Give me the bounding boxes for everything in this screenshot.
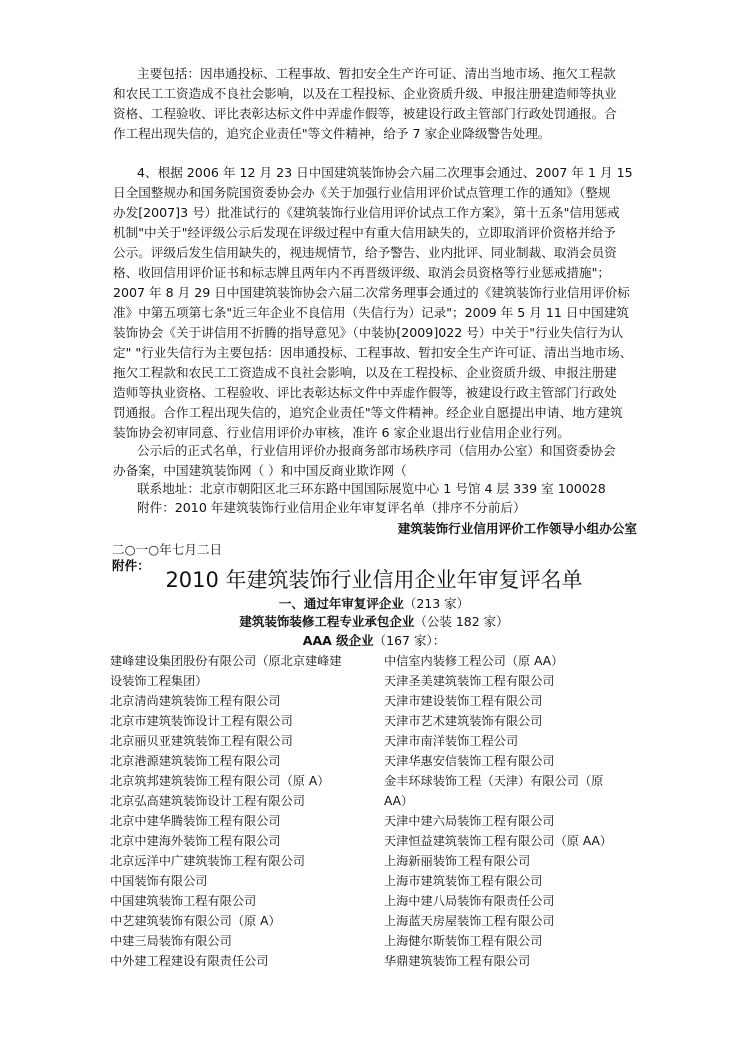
company-list-item: 北京中建华腾装饰工程有限公司 xyxy=(110,814,281,828)
company-list-item: 天津市建设装饰工程有限公司 xyxy=(384,694,543,708)
paragraph-filing-note xyxy=(113,441,635,481)
company-list-item: AA） xyxy=(384,794,414,808)
section-heading-passed xyxy=(113,595,635,613)
company-list-item: 中外建工程建设有限责任公司 xyxy=(110,954,269,968)
paragraph-line: 资格、工程验收、评比表彰达标文件中弄虚作假等，被建设行政主管部门行政处罚通报。合 xyxy=(113,106,617,121)
attachment-note: 附件：2010 年建筑装饰行业信用企业年审复评名单（排序不分前后） xyxy=(137,500,526,515)
paragraph-line: 罚通报。合作工程出现失信的，追究企业责任"等文件精神。经企业自愿提出申请、地方建筑 xyxy=(113,405,623,420)
paragraph-line: 定" "行业失信行为主要包括：因串通投标、工程事故、暂扣安全生产许可证、清出当地市场、 xyxy=(113,345,633,360)
paragraph-line: 2007 年 8 月 29 日中国建筑装饰协会六届二次常务理事会通过的《建筑装饰行业信用评价标 xyxy=(113,285,630,300)
paragraph-line: 装饰协会《关于讲信用不折腾的指导意见》（中装协[2009]022 号）中关于"行业失信行为认 xyxy=(113,325,624,340)
company-list-item: 北京远洋中广建筑装饰工程有限公司 xyxy=(110,854,305,868)
subsection-count: （公装 182 家） xyxy=(414,614,509,629)
subsection-label: 建筑装饰装修工程专业承包企业 xyxy=(239,614,415,629)
company-list-item: 天津圣美建筑装饰工程有限公司 xyxy=(384,674,555,688)
issue-date: 二○一○年七月二日 xyxy=(112,542,223,557)
paragraph-misconduct-scope xyxy=(113,64,635,144)
grade-count: （167 家）： xyxy=(373,633,446,648)
paragraph-line: 造师等执业资格、工程验收、评比表彰达标文件中弄虚作假等，被建设行政主管部门行政处 xyxy=(113,385,617,400)
company-list-item: 北京丽贝亚建筑装饰工程有限公司 xyxy=(110,734,293,748)
paragraph-credit-exit-basis xyxy=(113,163,635,443)
company-list-left-column xyxy=(110,651,375,971)
company-list-item: 中艺建筑装饰有限公司（原 A） xyxy=(110,914,281,928)
paragraph-line: 办备案，中国建筑装饰网（ ）和中国反商业欺诈网（ xyxy=(113,463,407,478)
company-list-item: 北京港源建筑装饰工程有限公司 xyxy=(110,754,281,768)
paragraph-line: 办发[2007]3 号）批准试行的《建筑装饰行业信用评价试点工作方案》，第十五条"信用惩戒 xyxy=(113,205,620,220)
paragraph-line: 机制"中关于"经评级公示后发现在评级过程中有重大信用缺失的，立即取消评价资格并给予 xyxy=(113,225,616,240)
company-list-item: 中国装饰有限公司 xyxy=(110,874,208,888)
paragraph-line: 日全国整规办和国务院国资委协会办《关于加强行业信用评价试点管理工作的通知》（整规 xyxy=(113,185,611,200)
section-count: （213 家） xyxy=(403,596,470,611)
company-list-item: 上海健尔斯装饰工程有限公司 xyxy=(384,934,543,948)
company-list-item: 天津市南洋装饰工程公司 xyxy=(384,734,519,748)
contact-address: 联系地址：北京市朝阳区北三环东路中国国际展览中心 1 号馆 4 层 339 室 100028 xyxy=(137,481,606,496)
company-list-item: 中国建筑装饰工程有限公司 xyxy=(110,894,257,908)
attachment-label: 附件： xyxy=(112,558,150,573)
company-list-item: 上海市建筑装饰工程有限公司 xyxy=(384,874,543,888)
company-list-item: 上海蓝天房屋装饰工程有限公司 xyxy=(384,914,555,928)
company-list-item: 上海中建八局装饰有限责任公司 xyxy=(384,894,555,908)
subsection-heading xyxy=(113,613,635,631)
company-list-item: 中信室内装修工程公司（原 AA） xyxy=(384,654,564,668)
paragraph-line: 准》中第五项第七条"近三年企业不良信用（失信行为）记录"；2009 年 5 月 11 日中国建筑 xyxy=(113,305,629,320)
company-list-item: 北京中建海外装饰工程有限公司 xyxy=(110,834,281,848)
company-list-item: 金丰环球装饰工程（天津）有限公司（原 xyxy=(384,774,604,788)
company-list-item: 中建三局装饰有限公司 xyxy=(110,934,232,948)
paragraph-line: 4、根据 2006 年 12 月 23 日中国建筑装饰协会六届二次理事会通过、2007 年 1 月 15 xyxy=(137,165,633,180)
company-list-right-column xyxy=(384,651,634,971)
section-label: 一、通过年审复评企业 xyxy=(278,596,404,611)
company-list-item: 北京弘高建筑装饰设计工程有限公司 xyxy=(110,794,305,808)
company-list-item: 北京筑邦建筑装饰工程有限公司（原 A） xyxy=(110,774,330,788)
company-list-item: 上海新丽装饰工程有限公司 xyxy=(384,854,531,868)
company-list-item: 天津华惠安信装饰工程有限公司 xyxy=(384,754,555,768)
paragraph-line: 主要包括：因串通投标、工程事故、暂扣安全生产许可证、清出当地市场、拖欠工程款 xyxy=(137,66,616,81)
signature-office: 建筑装饰行业信用评价工作领导小组办公室 xyxy=(397,521,637,536)
company-list-item: 建峰建设集团股份有限公司（原北京建峰建 xyxy=(110,654,342,668)
paragraph-line: 装饰协会初审同意、行业信用评价办审核，准许 6 家企业退出行业信用企业行列。 xyxy=(113,425,570,440)
grade-heading xyxy=(113,632,635,650)
paragraph-line: 公示。评级后发生信用缺失的，视违规情节，给予警告、业内批评、同业制裁、取消会员资 xyxy=(113,245,617,260)
company-list-item: 北京市建筑装饰设计工程有限公司 xyxy=(110,714,293,728)
company-list-item: 天津中建六局装饰工程有限公司 xyxy=(384,814,555,828)
paragraph-line: 格、收回信用评价证书和标志牌且两年内不再晋级评级、取消会员资格等行业惩戒措施"； xyxy=(113,265,610,280)
grade-label: AAA 级企业 xyxy=(302,633,374,648)
company-list-item: 华鼎建筑装饰工程有限公司 xyxy=(384,954,531,968)
company-list-item: 设装饰工程集团） xyxy=(110,674,208,688)
paragraph-line: 和农民工工资造成不良社会影响，以及在工程投标、企业资质升级、申报注册建造师等执业 xyxy=(113,86,617,101)
list-title: 2010 年建筑装饰行业信用企业年审复评名单 xyxy=(165,568,583,592)
paragraph-line: 作工程出现失信的，追究企业责任"等文件精神，给予 7 家企业降级警告处理。 xyxy=(113,126,551,141)
paragraph-line: 公示后的正式名单，行业信用评价办报商务部市场秩序司（信用办公室）和国资委协会 xyxy=(137,443,616,458)
company-list-item: 北京清尚建筑装饰工程有限公司 xyxy=(110,694,281,708)
company-list-item: 天津恒益建筑装饰工程有限公司（原 AA） xyxy=(384,834,613,848)
company-list-item: 天津市艺术建筑装饰有限公司 xyxy=(384,714,543,728)
paragraph-line: 拖欠工程款和农民工工资造成不良社会影响，以及在工程投标、企业资质升级、申报注册建 xyxy=(113,365,617,380)
